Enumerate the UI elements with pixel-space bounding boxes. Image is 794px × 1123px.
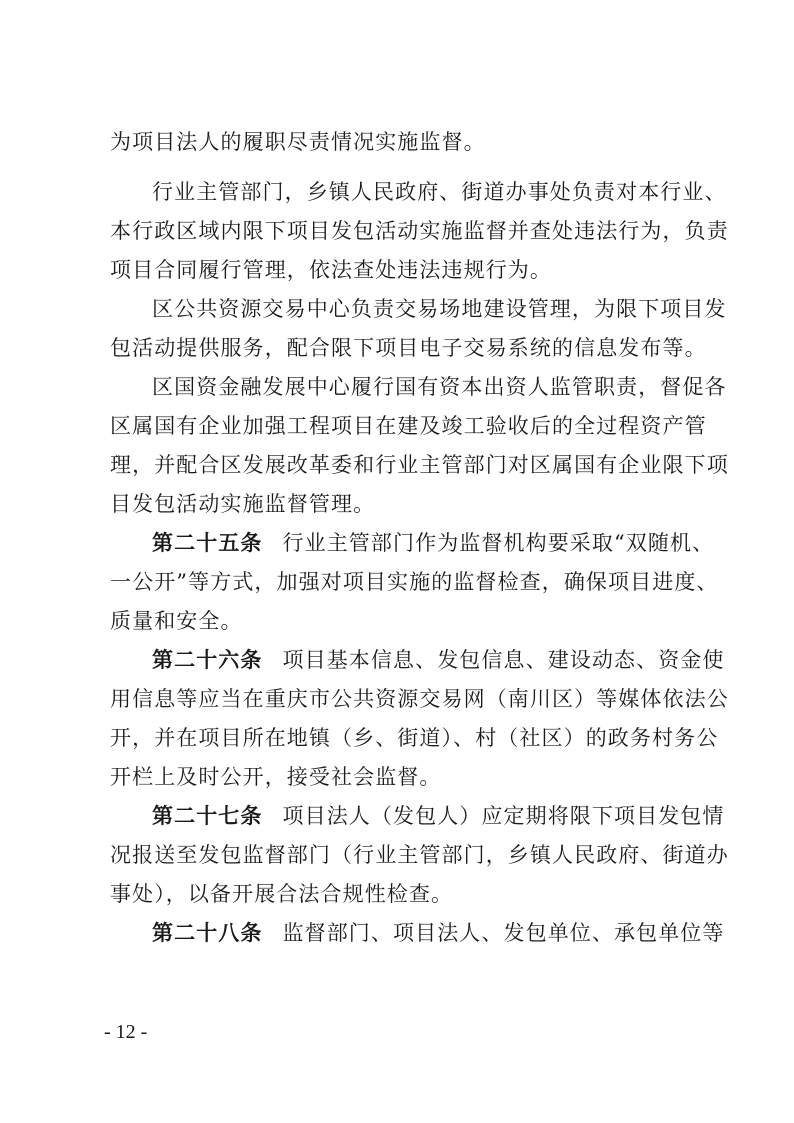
article-text: 行业主管部门作为监督机构要采取“双随机、: [282, 531, 715, 555]
text-line: 开栏上及时公开，接受社会监督。: [110, 765, 442, 789]
text-line: 区属国有企业加强工程项目在建及竣工验收后的全过程资产管: [110, 414, 707, 438]
text-line: 区国资金融发展中心履行国有资本出资人监管职责，督促各: [152, 375, 727, 399]
text-line: 为项目法人的履职尽责情况实施监督。: [110, 130, 486, 154]
text-line: 行业主管部门，乡镇人民政府、街道办事处负责对本行业、: [152, 180, 727, 204]
page-number: - 12 -: [104, 1021, 148, 1043]
article-first-line: [152, 921, 725, 945]
text-line: 开，并在项目所在地镇（乡、街道）、村（社区）的政务村务公: [110, 726, 719, 750]
article-first-line: [152, 648, 725, 672]
article-label: 第二十六条: [152, 648, 263, 672]
text-line: 况报送至发包监督部门（行业主管部门，乡镇人民政府、街道办: [110, 843, 729, 867]
article-label: 第二十八条: [152, 921, 263, 945]
article-label: 第二十七条: [152, 804, 263, 828]
article-text: 项目基本信息、发包信息、建设动态、资金使: [282, 648, 725, 672]
article-text: 项目法人（发包人）应定期将限下项目发包情: [282, 804, 725, 828]
text-line: 质量和安全。: [110, 609, 243, 633]
text-line: 目发包活动实施监督管理。: [110, 492, 376, 516]
text-line: 一公开”等方式，加强对项目实施的监督检查，确保项目进度、: [110, 570, 719, 594]
article-first-line: [152, 531, 714, 555]
article-text: 监督部门、项目法人、发包单位、承包单位等: [282, 921, 725, 945]
text-line: 用信息等应当在重庆市公共资源交易网（南川区）等媒体依法公: [110, 687, 729, 711]
text-line: 本行政区域内限下项目发包活动实施监督并查处违法行为，负责: [110, 219, 729, 243]
article-label: 第二十五条: [152, 531, 263, 555]
text-line: 区公共资源交易中心负责交易场地建设管理，为限下项目发: [152, 297, 727, 321]
text-line: 事处），以备开展合法合规性检查。: [110, 882, 454, 906]
article-first-line: [152, 804, 725, 828]
text-line: 包活动提供服务，配合限下项目电子交易系统的信息发布等。: [110, 336, 707, 360]
text-line: 项目合同履行管理，依法查处违法违规行为。: [110, 258, 552, 282]
text-line: 理，并配合区发展改革委和行业主管部门对区属国有企业限下项: [110, 453, 729, 477]
